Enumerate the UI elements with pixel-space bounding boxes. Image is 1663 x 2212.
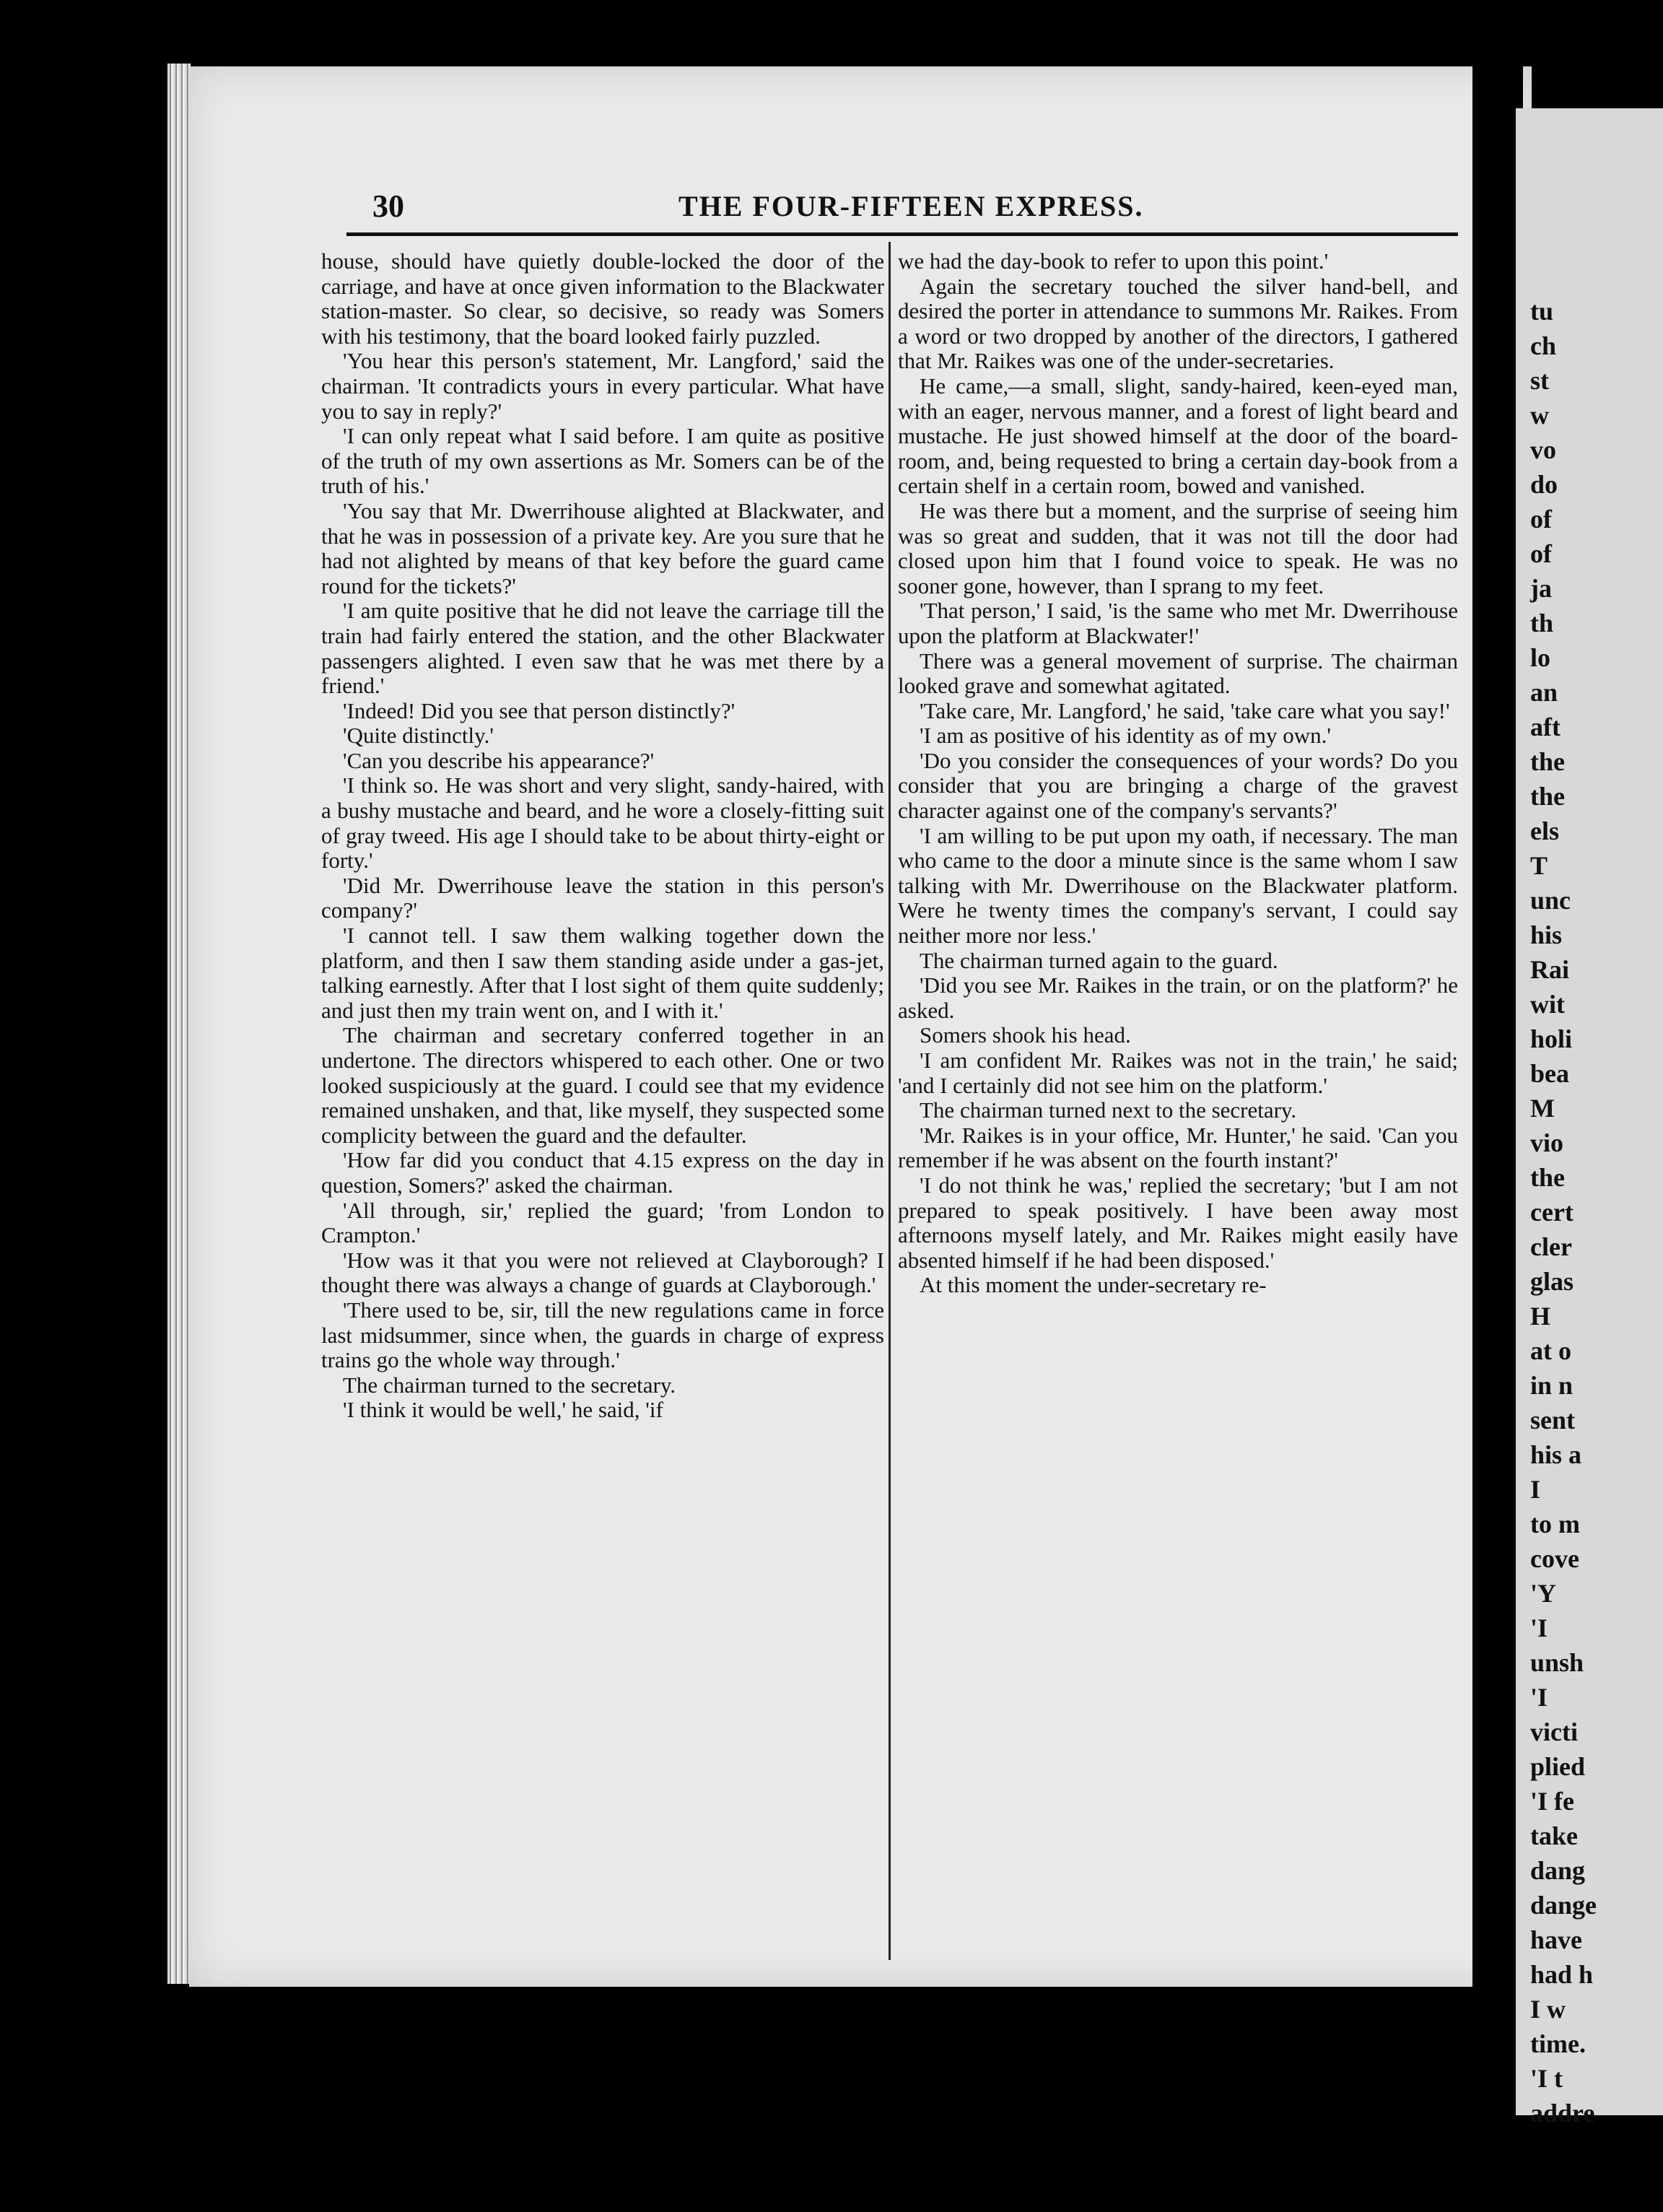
- facing-page-fragment: H: [1530, 1302, 1551, 1331]
- facing-page-fragment: th: [1530, 609, 1554, 637]
- facing-page-fragment: have: [1530, 1925, 1582, 1954]
- facing-page-fragment: lo: [1530, 643, 1551, 672]
- left-column: [321, 249, 884, 1423]
- facing-page-fragment: els: [1530, 817, 1559, 845]
- right-column: [898, 249, 1458, 1298]
- paragraph: 'I think so. He was short and very slight, sandy-haired, with a bushy mustache and beard, and he wore a closely-fitting suit of gray tweed. His age I should take to be about thirty-eight or forty.': [321, 772, 884, 874]
- paragraph: 'How was it that you were not relieved at Clayborough? I thought there was always a change of guards at Clayborough.': [321, 1247, 884, 1298]
- facing-page-fragment: had h: [1530, 1960, 1594, 1989]
- paragraph: 'Mr. Raikes is in your office, Mr. Hunter,' he said. 'Can you remember if he was absent on the fourth instant?': [898, 1122, 1458, 1173]
- running-head: THE FOUR-FIFTEEN EXPRESS.: [678, 190, 1144, 222]
- paragraph: 'Can you describe his appearance?': [343, 747, 655, 773]
- facing-page-fragment: aft: [1530, 713, 1561, 741]
- paragraph: 'Did you see Mr. Raikes in the train, or on the platform?' he asked.: [898, 972, 1458, 1023]
- paragraph: 'All through, sir,' replied the guard; 'from London to Crampton.': [321, 1197, 884, 1248]
- paragraph: 'That person,' I said, 'is the same who met Mr. Dwerrihouse upon the platform at Blackwater!': [898, 598, 1458, 648]
- page-number: 30: [372, 188, 404, 224]
- facing-page-fragment: cert: [1530, 1198, 1573, 1227]
- facing-page-fragment: addre: [1530, 2099, 1595, 2128]
- facing-page-fragment: ch: [1530, 331, 1556, 360]
- facing-page-fragment: the: [1530, 747, 1565, 776]
- paragraph: 'I think it would be well,' he said, 'if: [343, 1397, 663, 1423]
- paragraph: 'I am willing to be put upon my oath, if necessary. The man who came to the door a minute since is the same whom I saw talking with Mr. Dwerrihouse on the Blackwater platform. Were he twenty times the company's servant, I could say neither more nor less.': [898, 822, 1458, 949]
- facing-page-fragment: the: [1530, 782, 1565, 811]
- paragraph: Again the secretary touched the silver hand-bell, and desired the porter in attendance to summons Mr. Raikes. From a word or two dropped by another of the directors, I gathered that Mr. Raikes was one of the under-secretaries.: [898, 273, 1458, 374]
- paragraph: 'You hear this person's statement, Mr. Langford,' said the chairman. 'It contradicts yours in every particular. What have you to say in reply?': [321, 348, 884, 424]
- paragraph: 'I am as positive of his identity as of my own.': [920, 723, 1331, 749]
- paragraph: 'I am confident Mr. Raikes was not in the train,' he said; 'and I certainly did not see him on the platform.': [898, 1048, 1458, 1098]
- facing-page-fragment: st: [1530, 366, 1549, 395]
- facing-page-fragment: time.: [1530, 2029, 1586, 2058]
- facing-page-fragment: unsh: [1530, 1648, 1584, 1677]
- facing-page-fragment: I: [1530, 1475, 1541, 1504]
- paragraph: 'I do not think he was,' replied the secretary; 'but I am not prepared to speak positively. I have been away most afternoons myself lately, and Mr. Raikes might easily have absented himself if he had been disposed.': [898, 1172, 1458, 1273]
- facing-page-fragment: wit: [1530, 990, 1565, 1019]
- paragraph: There was a general movement of surprise. The chairman looked grave and somewhat agitated.: [898, 648, 1458, 699]
- paragraph: 'You say that Mr. Dwerrihouse alighted at Blackwater, and that he was in possession of a private key. Are you sure that he had not alighted by means of that key before the guard came round for the tickets?': [321, 497, 884, 598]
- facing-page-fragment: do: [1530, 470, 1558, 499]
- facing-page-fragment: holi: [1530, 1024, 1573, 1053]
- paragraph: 'I am quite positive that he did not leave the carriage till the train had fairly entered the station, and the other Blackwater passengers alighted. I even saw that he was met there by a friend.': [321, 598, 884, 699]
- facing-page-fragment: take: [1530, 1821, 1578, 1850]
- paragraph: 'Quite distinctly.': [343, 723, 494, 749]
- paragraph: The chairman turned again to the guard.: [920, 947, 1278, 973]
- facing-page-fragment: sent: [1530, 1406, 1575, 1434]
- facing-page-fragment: M: [1530, 1094, 1555, 1123]
- facing-page-fragment: cler: [1530, 1232, 1572, 1261]
- facing-page-fragment: of: [1530, 539, 1552, 568]
- paragraph: He came,—a small, slight, sandy-haired, keen-eyed man, with an eager, nervous manner, and a forest of light beard and mustache. He just showed himself at the door of the board-room, and, being requested to bring a certain day-book from a certain shelf in a certain room, bowed and vanished.: [898, 373, 1458, 499]
- facing-page-fragment: vo: [1530, 435, 1556, 464]
- paragraph: 'Take care, Mr. Langford,' he said, 'take care what you say!': [920, 697, 1450, 723]
- paragraph: At this moment the under-secretary re-: [920, 1272, 1267, 1298]
- header-rule: [346, 232, 1458, 236]
- facing-page-fragment: his a: [1530, 1440, 1582, 1469]
- facing-page-fragment: to m: [1530, 1510, 1580, 1538]
- facing-page-fragment: dang: [1530, 1856, 1586, 1885]
- facing-page-fragment: tu: [1530, 297, 1554, 326]
- facing-page-fragment: the: [1530, 1163, 1565, 1192]
- facing-page-fragment: glas: [1530, 1267, 1574, 1296]
- paragraph: we had the day-book to refer to upon this point.': [898, 248, 1329, 274]
- facing-page-fragment: 'I: [1530, 1614, 1548, 1642]
- paragraph: 'I cannot tell. I saw them walking together down the platform, and then I saw them standing aside under a gas-jet, talking earnestly. After that I lost sight of them quite suddenly; and just then my train went on, and I with it.': [321, 923, 884, 1023]
- facing-page-fragment: plied: [1530, 1752, 1586, 1781]
- page-edges: [167, 64, 191, 1984]
- facing-page-fragment: 'I t: [1530, 2064, 1563, 2093]
- facing-page-fragment: T: [1530, 851, 1548, 880]
- paragraph: He was there but a moment, and the surprise of seeing him was so great and sudden, that it was not till the door had closed upon him that I found voice to speak. He was no sooner gone, however, than I sprang to my feet.: [898, 497, 1458, 598]
- paragraph: Somers shook his head.: [920, 1022, 1131, 1048]
- paragraph: 'There used to be, sir, till the new regulations came in force last midsummer, since when, the guards in charge of express trains go the whole way through.': [321, 1297, 884, 1373]
- paragraph: house, should have quietly double-locked the door of the carriage, and have at once given information to the Blackwater station-master. So clear, so decisive, so ready was Somers with his testimony, that the board looked fairly puzzled.: [321, 248, 884, 349]
- facing-page-fragment: at o: [1530, 1336, 1571, 1365]
- facing-page-fragment: I w: [1530, 1995, 1566, 2024]
- facing-page-fragment: unc: [1530, 886, 1571, 915]
- paragraph: 'I can only repeat what I said before. I am quite as positive of the truth of my own assertions as Mr. Somers can be of the truth of his.': [321, 423, 884, 499]
- paragraph: 'Indeed! Did you see that person distinctly?': [343, 697, 736, 723]
- paragraph: The chairman turned to the secretary.: [343, 1372, 676, 1398]
- facing-page-fragment: cove: [1530, 1544, 1579, 1573]
- facing-page-fragment: in n: [1530, 1371, 1573, 1400]
- facing-page-fragment: his: [1530, 920, 1563, 949]
- paragraph: 'Do you consider the consequences of your words? Do you consider that you are bringing a charge of the gravest character against one of the company's servants?': [898, 747, 1458, 824]
- facing-page-fragment: bea: [1530, 1059, 1569, 1088]
- facing-page-fragment: ja: [1530, 574, 1552, 603]
- facing-page-fragment: 'I fe: [1530, 1787, 1574, 1816]
- facing-page-fragment: w: [1530, 401, 1549, 430]
- column-rule: [889, 242, 891, 1960]
- paragraph: 'How far did you conduct that 4.15 express on the day in question, Somers?' asked the chairman.: [321, 1147, 884, 1198]
- paragraph: The chairman and secretary conferred together in an undertone. The directors whispered to each other. One or two looked suspiciously at the guard. I could see that my evidence remained unshaken, and that, like myself, they suspected some complicity between the guard and the defaulter.: [321, 1022, 884, 1148]
- paragraph: The chairman turned next to the secretary.: [920, 1097, 1297, 1123]
- facing-page-fragment: 'Y: [1530, 1579, 1556, 1608]
- facing-page-fragment: Rai: [1530, 955, 1569, 984]
- facing-page-fragment: victi: [1530, 1717, 1578, 1746]
- facing-page-fragment: dange: [1530, 1891, 1597, 1920]
- facing-page-fragment: an: [1530, 678, 1558, 707]
- facing-page-fragment: of: [1530, 505, 1552, 534]
- paragraph: 'Did Mr. Dwerrihouse leave the station in this person's company?': [321, 872, 884, 923]
- facing-page-fragment: vio: [1530, 1128, 1564, 1157]
- facing-page-fragment: 'I: [1530, 1683, 1548, 1712]
- facing-page: [1516, 108, 1663, 2128]
